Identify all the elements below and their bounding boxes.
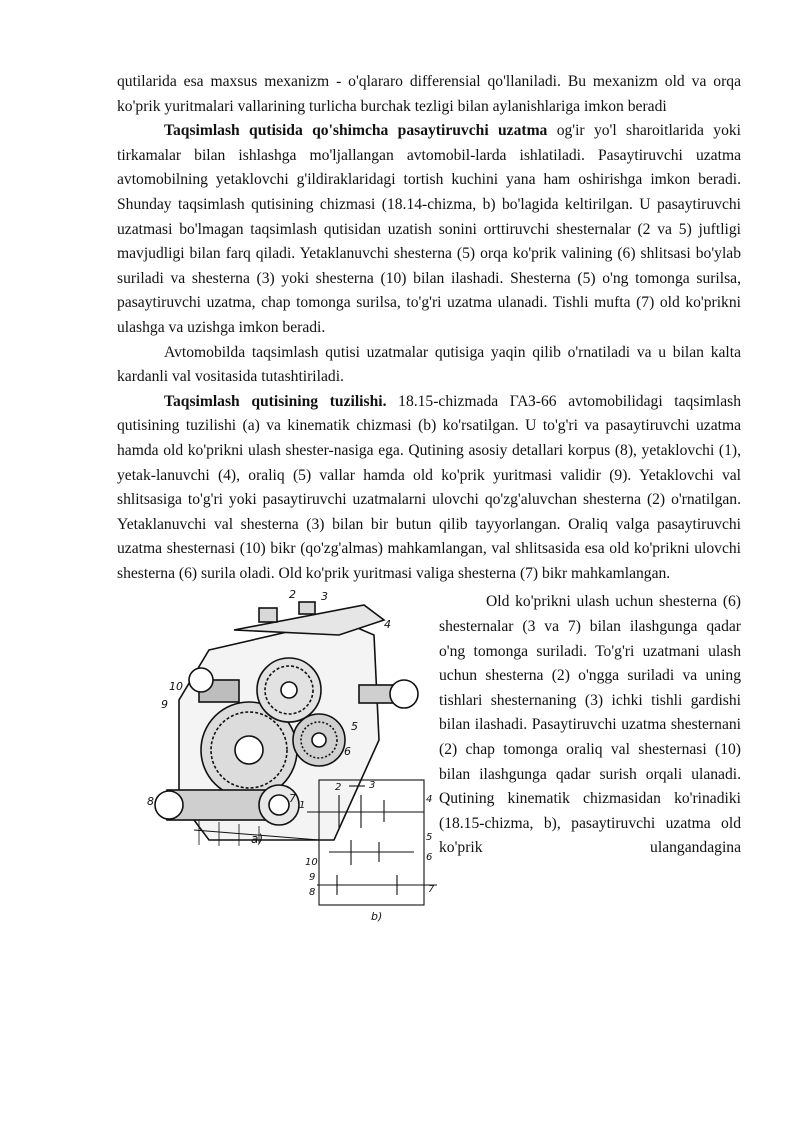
- callout-b-8: 8: [309, 887, 316, 899]
- paragraph-4: [117, 390, 741, 587]
- callout-a-6: 6: [344, 745, 351, 759]
- paragraph-2-body: og'ir yo'l sharoitlarida yoki tirkamalar bilan ishlashga mo'ljallangan avtomobil-larda ishlatiladi. Pasaytiruvchi uzatma avtomobilning yetaklovchi g'ildiraklaridagi tortish kuchini yana ham oshirishga imkon beradi. Shunday taqsimlash qutisining chizmasi (18.14-chizma, b) bo'lagida keltirilgan. U pasaytiruvchi uzatmasi bo'lmagan taqsimlash qutisidan uzatish sonini orttiruvchi shesternalar (2 va 5) juftligi mavjudligi bilan farq qiladi. Yetaklanuvchi shesterna (5) orqa ko'prik valining (6) shlitsasi bo'ylab suriladi va shesterna (3) yoki shesterna (10) bilan ilashadi. Shesterna (5) o'ng tomonga surilsa, pasaytiruvchi uzatma, chap tomonga surilsa, to'g'ri uzatma ulanadi. Tishli mufta (7) old ko'prikni ulashga va uzishga imkon beradi.: [117, 122, 741, 336]
- paragraph-2-heading: Taqsimlash qutisida qo'shimcha pasaytiruvchi uzatma: [164, 122, 548, 140]
- callout-b-2: 2: [335, 782, 342, 794]
- paragraph-3: Avtomobilda taqsimlash qutisi uzatmalar qutisiga yaqin qilib o'rnatiladi va u bilan kalta kardanli val vositasida tutashtiriladi.: [117, 343, 741, 386]
- figure-side-text: [439, 590, 741, 861]
- callout-b-4: 4: [426, 794, 433, 806]
- callout-a-5: 5: [351, 720, 358, 734]
- callout-a-10: 10: [169, 680, 183, 694]
- paragraph-2: [117, 119, 741, 340]
- cutaway-drawing: [155, 602, 418, 846]
- transfer-case-figure: [139, 590, 439, 935]
- callout-b-5: 5: [426, 832, 433, 844]
- paragraph-5: Old ko'prikni ulash uchun shesterna (6) shesternalar (3 va 7) bilan ilashgunga qadar o'ng tomonga suriladi. To'g'ri uzatmani ulash uchun shesterna (2) o'ngga suriladi va uning tishlari shesternaning (3) ichki tishli gardishi bilan ilashadi. Pasaytiruvchi uzatma shesternani (2) chap tomonga oraliq val shesternasi (10) bilan ilashgunga qadar surish orqali ulanadi. Qutining kinematik chizmasidan ko'rinadiki (18.15-chizma, b), pasaytiruvchi uzatma old ko'prik ulangandagina: [439, 593, 741, 857]
- callout-a-7: 7: [289, 792, 296, 806]
- callout-b-1: 1: [299, 800, 306, 812]
- figure-b-label: b): [371, 910, 383, 924]
- callout-b-9: 9: [309, 872, 316, 884]
- callout-a-3: 3: [321, 590, 328, 604]
- document-page: [117, 70, 741, 950]
- callout-a-4: 4: [384, 618, 391, 632]
- paragraph-4-heading: Taqsimlash qutisining tuzilishi.: [164, 392, 387, 410]
- callout-a-9: 9: [161, 698, 168, 712]
- callout-a-8: 8: [147, 795, 154, 809]
- figure-block: [117, 590, 741, 950]
- callout-a-2: 2: [289, 590, 296, 602]
- figure-a-label: a): [251, 832, 264, 847]
- callout-b-3: 3: [369, 780, 376, 792]
- callout-b-10: 10: [305, 857, 318, 869]
- callout-b-6: 6: [426, 852, 433, 864]
- callout-b-7: 7: [428, 884, 435, 896]
- paragraph-1: qutilarida esa maxsus mexanizm - o'qlararo differensial qo'llaniladi. Bu mexanizm old va orqa ko'prik yuritmalari vallarining turlicha burchak tezligi bilan aylanishlariga imkon beradi: [117, 73, 741, 115]
- paragraph-4-body: 18.15-chizmada ГАЗ-66 avtomobilidagi taqsimlash qutisining tuzilishi (a) va kinematik chizmasi (b) ko'rsatilgan. U to'g'ri va pasaytiruvchi uzatma hamda old ko'prikni ulash shester-nasiga ega. Qutining asosiy detallari korpus (8), yetaklovchi (1), yetak-lanuvchi (4), oraliq (5) vallar hamda old ko'prik yuritmasi validir (9). Yetaklovchi val shlitsasiga to'g'ri yoki pasaytiruvchi uzatmalarni ulovchi qo'zg'aluvchan shesterna (2) o'rnatilgan. Yetaklanuvchi val shesterna (3) bilan bir butun qilib tayyorlangan. Oraliq valga pasaytiruvchi uzatma shesternasi (10) bikr (qo'zg'almas) mahkamlangan, val shlitsasida esa old ko'prikni ulovchi shesterna (6) surila oladi. Old ko'prik yuritmasi valiga shesterna (7) bikr mahkamlangan.: [117, 392, 741, 582]
